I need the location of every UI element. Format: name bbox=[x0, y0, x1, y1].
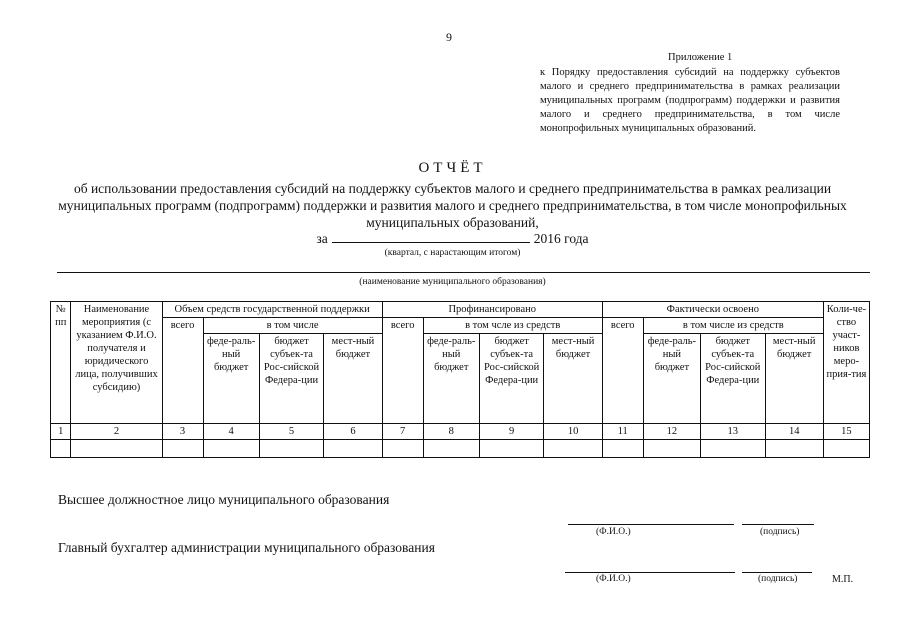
period-hint: (квартал, с нарастающим итогом) bbox=[384, 248, 521, 258]
official-signature-label: Высшее должностное лицо муниципального образования bbox=[58, 492, 390, 507]
table-cell[interactable] bbox=[544, 440, 602, 458]
municipality-hint: (наименование муниципального образования) bbox=[359, 277, 546, 287]
official-sign-line[interactable] bbox=[742, 524, 814, 525]
header-financed-total: всего bbox=[382, 318, 423, 424]
column-number: 13 bbox=[701, 424, 765, 440]
column-numbers-row bbox=[51, 424, 870, 440]
column-number: 8 bbox=[423, 424, 479, 440]
table-cell[interactable] bbox=[203, 440, 259, 458]
accountant-signature-label: Главный бухгалтер администрации муниципального образования bbox=[58, 540, 435, 555]
accountant-sign-hint: (подпись) bbox=[758, 574, 798, 584]
header-financed: Профинансировано bbox=[382, 302, 602, 318]
table-cell[interactable] bbox=[324, 440, 382, 458]
report-subtitle: об использовании предоставления субсидий на поддержку субъектов малого и среднего предпринимательства в рамках реализации муниципальных программ (подпрограмм) поддержки и развития малого и среднего предпринимательства, в том числе монопрофильных муниципальных образований, bbox=[58, 181, 847, 230]
report-table bbox=[50, 301, 870, 458]
table-cell[interactable] bbox=[602, 440, 643, 458]
table-cell[interactable] bbox=[259, 440, 323, 458]
accountant-sign-line[interactable] bbox=[742, 572, 812, 573]
header-volume-total: всего bbox=[162, 318, 203, 424]
appendix-text: к Порядку предоставления субсидий на поддержку субъектов малого и среднего предпринимательства в рамках реализации муниципальных программ (подпрограмм) поддержки и развития малого и среднего предпринимательства, в том числе монопрофильных муниципальных образований. bbox=[540, 67, 840, 134]
header-local-budget: мест-ный бюджет bbox=[765, 334, 823, 424]
column-number: 2 bbox=[71, 424, 162, 440]
column-number: 10 bbox=[544, 424, 602, 440]
period-blank-field[interactable] bbox=[332, 231, 530, 243]
table-cell[interactable] bbox=[51, 440, 71, 458]
header-name: Наименование мероприятия (с указанием Ф.И.О. получателя и юридического лица, получивших субсидию) bbox=[71, 302, 162, 424]
header-subject-budget: бюджет субъек-та Рос-сийской Федера-ции bbox=[479, 334, 543, 424]
stamp-place: М.П. bbox=[832, 574, 854, 585]
table-cell[interactable] bbox=[701, 440, 765, 458]
table-cell[interactable] bbox=[823, 440, 869, 458]
header-federal-budget: феде-раль-ный бюджет bbox=[643, 334, 700, 424]
table-cell[interactable] bbox=[382, 440, 423, 458]
empty-data-row[interactable] bbox=[51, 440, 870, 458]
column-number: 7 bbox=[382, 424, 423, 440]
period-prefix: за bbox=[316, 231, 328, 246]
official-fio-hint: (Ф.И.О.) bbox=[596, 527, 631, 537]
municipality-blank-field[interactable] bbox=[57, 272, 870, 273]
accountant-fio-hint: (Ф.И.О.) bbox=[596, 574, 631, 584]
header-num: № пп bbox=[51, 302, 71, 424]
table-cell[interactable] bbox=[71, 440, 162, 458]
column-number: 9 bbox=[479, 424, 543, 440]
header-local-budget: мест-ный бюджет bbox=[544, 334, 602, 424]
table-cell[interactable] bbox=[765, 440, 823, 458]
header-federal-budget: феде-раль-ный бюджет bbox=[423, 334, 479, 424]
column-number: 15 bbox=[823, 424, 869, 440]
header-spent-including: в том числе из средств bbox=[643, 318, 823, 334]
header-subject-budget: бюджет субъек-та Рос-сийской Федера-ции bbox=[259, 334, 323, 424]
report-title: ОТЧЁТ bbox=[418, 160, 487, 176]
period-line bbox=[0, 231, 905, 247]
table-cell[interactable] bbox=[423, 440, 479, 458]
column-number: 3 bbox=[162, 424, 203, 440]
column-number: 14 bbox=[765, 424, 823, 440]
header-volume-including: в том числе bbox=[203, 318, 382, 334]
header-federal-budget: феде-раль-ный бюджет bbox=[203, 334, 259, 424]
table-cell[interactable] bbox=[643, 440, 700, 458]
header-financed-including: в том чсле из средств bbox=[423, 318, 602, 334]
header-spent: Фактически освоено bbox=[602, 302, 823, 318]
header-subject-budget: бюджет субъек-та Рос-сийской Федера-ции bbox=[701, 334, 765, 424]
official-sign-hint: (подпись) bbox=[760, 527, 800, 537]
column-number: 5 bbox=[259, 424, 323, 440]
column-number: 1 bbox=[51, 424, 71, 440]
header-local-budget: мест-ный бюджет bbox=[324, 334, 382, 424]
appendix-title: Приложение 1 bbox=[668, 52, 733, 63]
column-number: 6 bbox=[324, 424, 382, 440]
header-spent-total: всего bbox=[602, 318, 643, 424]
header-participants-count: Коли-че-ство участ-ников меро-прия-тия bbox=[823, 302, 869, 424]
table-cell[interactable] bbox=[479, 440, 543, 458]
column-number: 11 bbox=[602, 424, 643, 440]
accountant-fio-line[interactable] bbox=[565, 572, 735, 573]
table-cell[interactable] bbox=[162, 440, 203, 458]
period-suffix: 2016 года bbox=[533, 231, 589, 246]
header-volume: Объем средств государственной поддержки bbox=[162, 302, 382, 318]
official-fio-line[interactable] bbox=[568, 524, 734, 525]
column-number: 12 bbox=[643, 424, 700, 440]
column-number: 4 bbox=[203, 424, 259, 440]
page-number: 9 bbox=[446, 30, 452, 44]
